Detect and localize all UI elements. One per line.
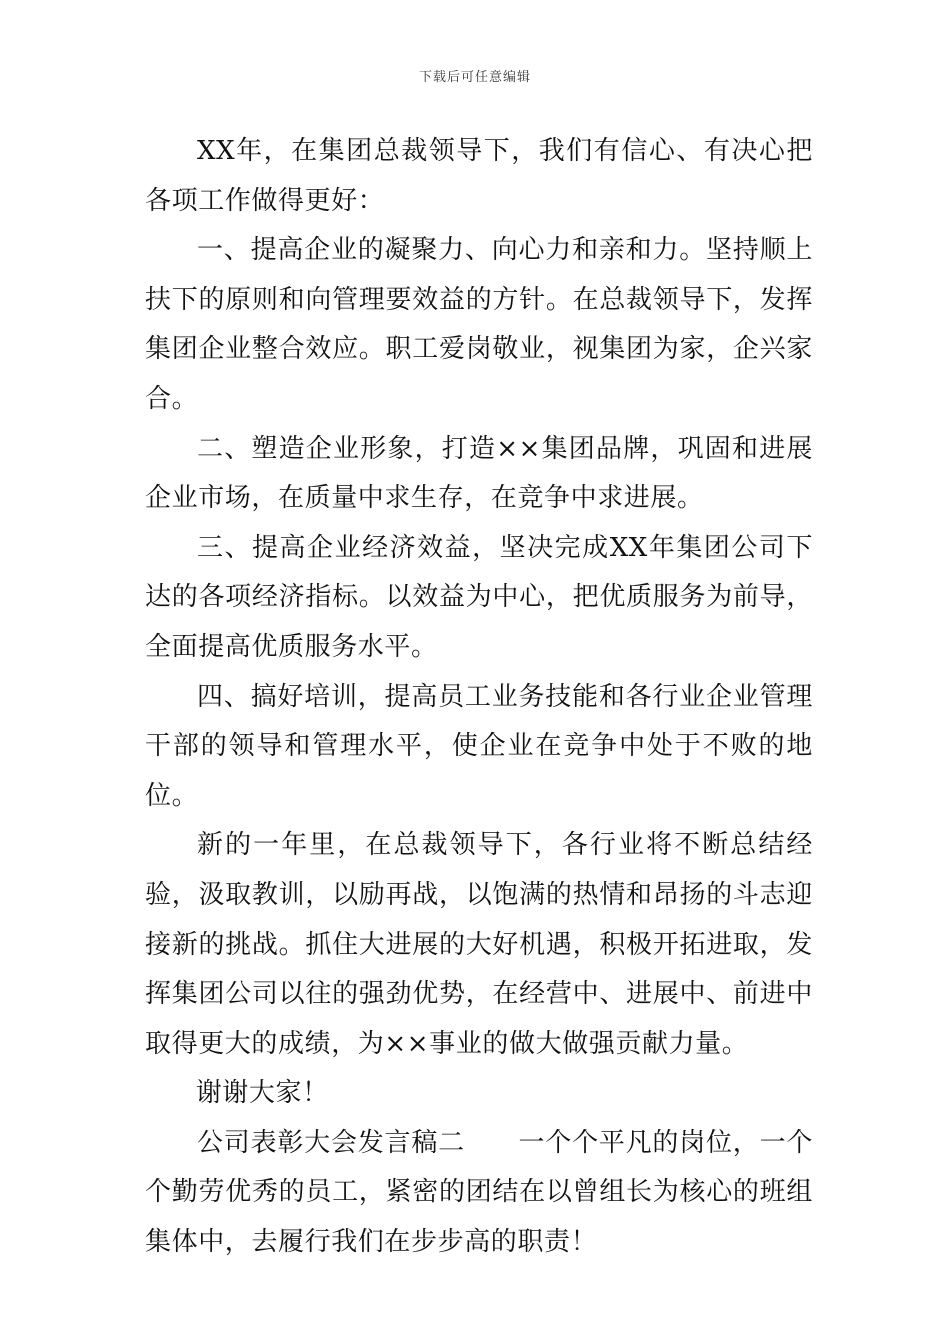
paragraph-point-four: 四、搞好培训，提高员工业务技能和各行业企业管理干部的领导和管理水平，使企业在竞争中处于不败的地位。 — [145, 681, 813, 811]
paragraph-new-year: 新的一年里，在总裁领导下，各行业将不断总结经验，汲取教训，以励再战，以饱满的热情和昂扬的斗志迎接新的挑战。抓住大进展的大好机遇，积极开拓进取，发挥集团公司以往的强劲优势，在经营中、进展中、前进中取得更大的成绩，为××事业的做大做强贡献力量。 — [145, 830, 813, 1059]
paragraph-thanks: 谢谢大家！ — [195, 1078, 329, 1109]
paragraph-intro: XX年，在集团总裁领导下，我们有信心、有决心把各项工作做得更好： — [145, 136, 813, 216]
paragraph-point-two: 二、塑造企业形象，打造××集团品牌，巩固和进展企业市场，在质量中求生存，在竞争中求进展。 — [145, 433, 813, 514]
paragraph-point-three: 三、提高企业经济效益，坚决完成XX年集团公司下达的各项经济指标。以效益为中心，把优质服务为前导，全面提高优质服务水平。 — [145, 532, 813, 662]
header-note: 下载后可任意编辑 — [418, 70, 531, 85]
document-body — [145, 127, 813, 1268]
paragraph-point-one: 一、提高企业的凝聚力、向心力和亲和力。坚持顺上扶下的原则和向管理要效益的方针。在总裁领导下，发挥集团企业整合效应。职工爱岗敬业，视集团为家，企兴家合。 — [145, 235, 813, 414]
paragraph-speech-two: 公司表彰大会发言稿二 一个个平凡的岗位，一个个勤劳优秀的员工，紧密的团结在以曾组长为核心的班组集体中，去履行我们在步步高的职责！ — [145, 1127, 813, 1258]
